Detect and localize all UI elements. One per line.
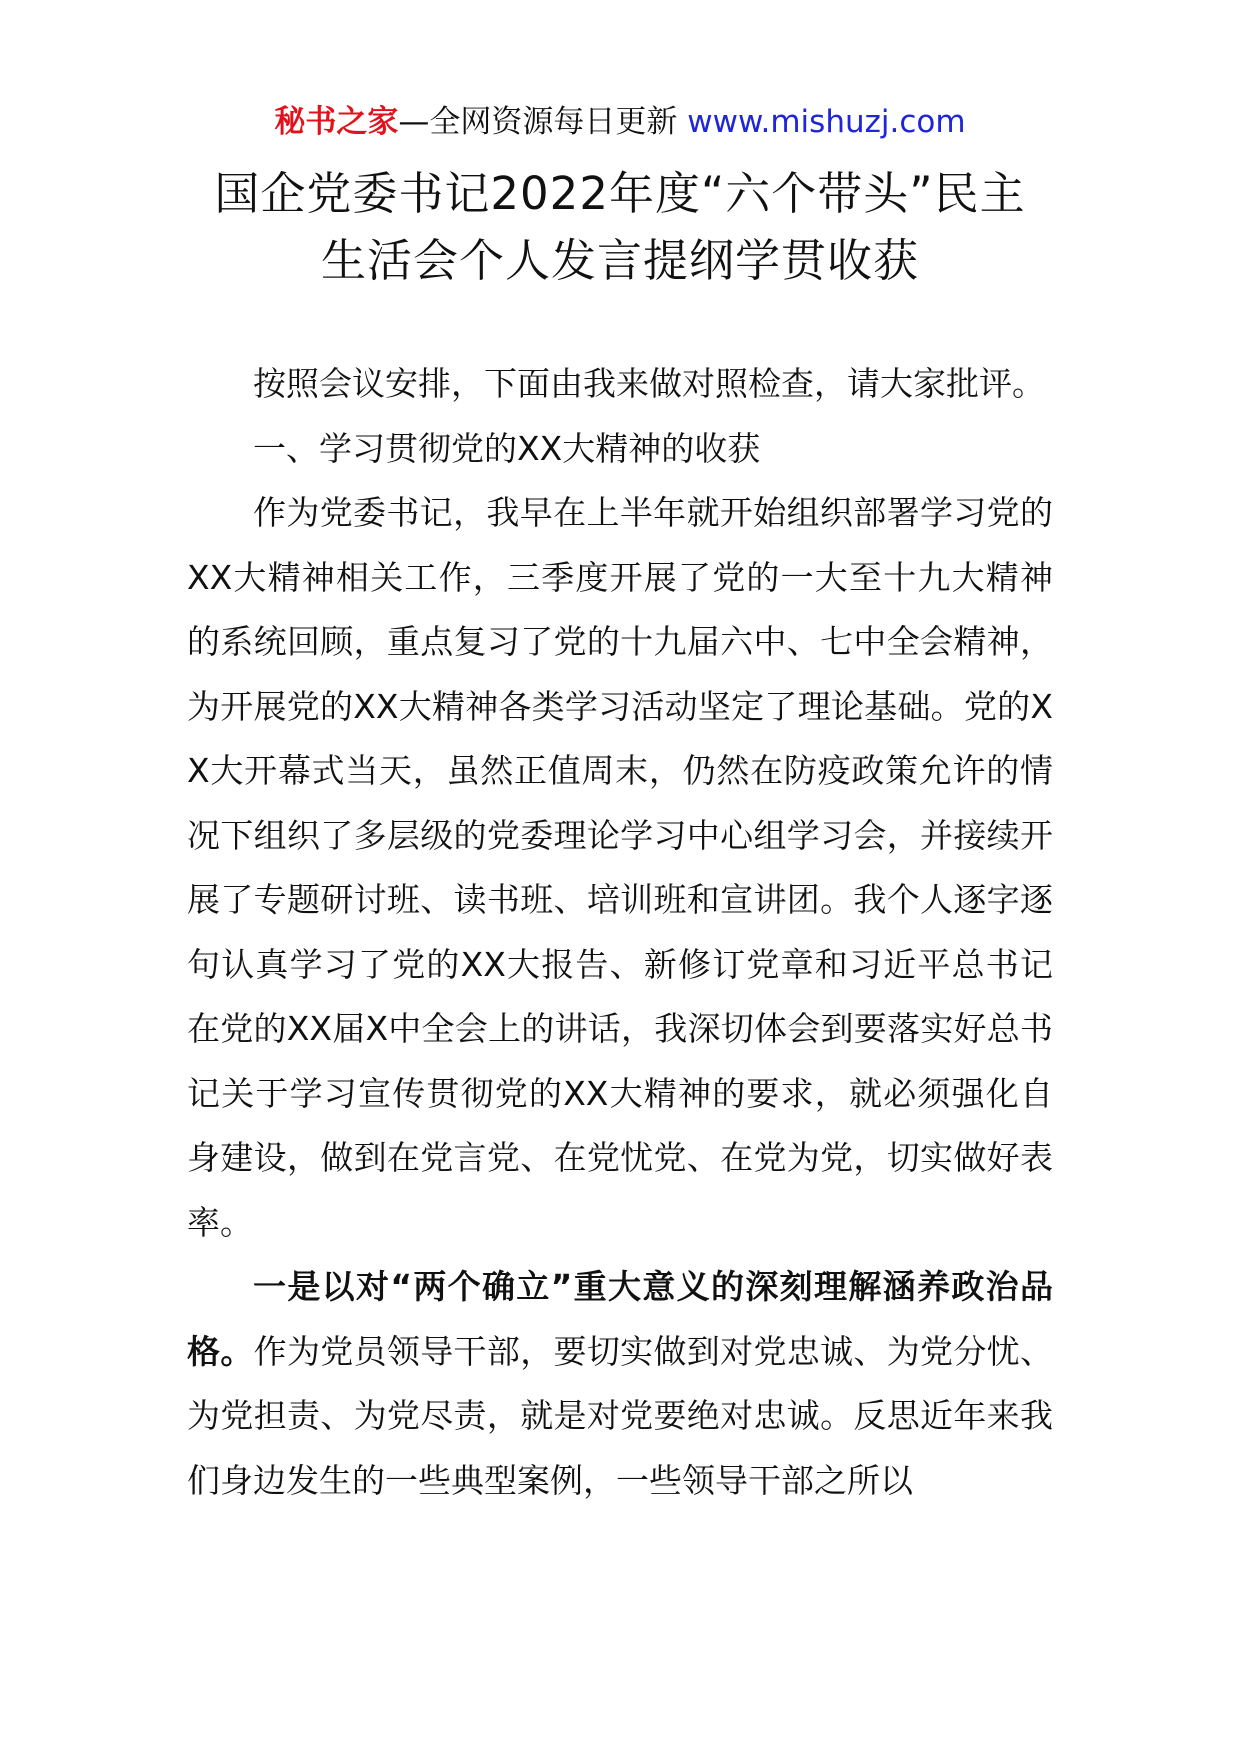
document-title <box>150 160 1090 294</box>
title-line-2: 生活会个人发言提纲学贯收获 <box>320 234 919 287</box>
document-body <box>187 352 1053 1513</box>
point-one-text: 作为党员领导干部，要切实做到对党忠诚、为党分忧、为党担责、为党尽责，就是对党要绝对忠诚。反思近年来我们身边发生的一些典型案例，一些领导干部之所以 <box>187 1331 1054 1500</box>
site-header <box>0 100 1240 144</box>
paragraph-learning: 作为党委书记，我早在上半年就开始组织部署学习党的XX大精神相关工作，三季度开展了党的一大至十九大精神的系统回顾，重点复习了党的十九届六中、七中全会精神，为开展党的XX大精神各类学习活动坚定了理论基础。党的XX大开幕式当天，虽然正值周末，仍然在防疫政策允许的情况下组织了多层级的党委理论学习中心组学习会，并接续开展了专题研讨班、读书班、培训班和宣讲团。我个人逐字逐句认真学习了党的XX大报告、新修订党章和习近平总书记在党的XX届X中全会上的讲话，我深切体会到要落实好总书记关于学习宣传贯彻党的XX大精神的要求，就必须强化自身建设，做到在党言党、在党忧党、在党为党，切实做好表率。 <box>187 493 1053 1242</box>
point-one-heading: 一是以对“两个确立”重大意义的深刻理解涵养政治品格。 <box>187 1267 1053 1371</box>
section-heading: 一、学习贯彻党的XX大精神的收获 <box>253 428 761 468</box>
brand-name: 秘书之家 <box>274 104 399 140</box>
title-line-1: 国企党委书记2022年度“六个带头”民主 <box>214 167 1026 220</box>
header-tagline: —全网资源每日更新 <box>398 104 678 140</box>
site-url-link[interactable]: www.mishuzj.com <box>687 104 966 140</box>
paragraph-intro: 按照会议安排，下面由我来做对照检查，请大家批评。 <box>253 364 1045 403</box>
paragraph-point-one <box>187 1255 1053 1513</box>
